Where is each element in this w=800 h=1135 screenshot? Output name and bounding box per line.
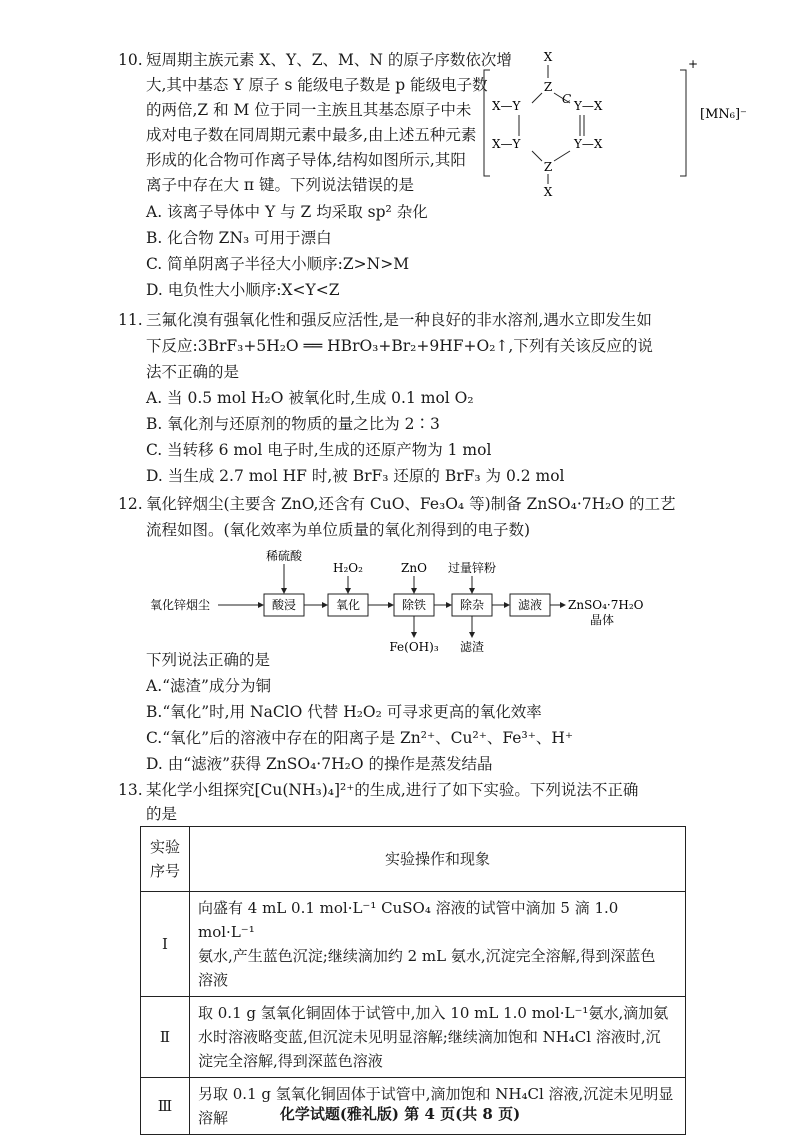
flow-input-3: ZnO <box>401 561 427 575</box>
table-row-content <box>190 997 686 1078</box>
structure-top-x: X <box>543 50 553 64</box>
q10-line-4: 成对电子数在同周期元素中最多,由上述五种元素 <box>146 126 477 144</box>
flow-box-4: 除杂 <box>459 598 485 612</box>
flow-box-2: 氧化 <box>335 598 361 612</box>
cation-structure-diagram <box>480 48 780 198</box>
flow-input-1-bottom: 稀硫酸 <box>265 549 303 563</box>
table-row-line: 溶解 <box>198 1109 229 1127</box>
structure-left-lower: X—Y <box>492 137 521 151</box>
experiment-table <box>140 826 686 1135</box>
q12-option-c: C.“氧化”后的溶液中存在的阳离子是 Zn²⁺、Cu²⁺、Fe³⁺、H⁺ <box>146 729 574 747</box>
table-row-line: 另取 0.1 g 氢氧化铜固体于试管中,滴加饱和 NH₄Cl 溶液,沉淀未见明显 <box>198 1085 674 1103</box>
q12-stem-2: 下列说法正确的是 <box>146 651 271 669</box>
q10-option-c: C. 简单阴离子半径大小顺序:Z>N>M <box>146 255 410 273</box>
structure-right-upper: Y—X <box>574 99 603 113</box>
q10-line-1: 短周期主族元素 X、Y、Z、M、N 的原子序数依次增 <box>146 51 512 69</box>
q11-line-1: 三氟化溴有强氧化性和强反应活性,是一种良好的非水溶剂,遇水立即发生如 <box>146 311 652 329</box>
flow-box-1: 酸浸 <box>271 598 297 612</box>
table-header-id <box>141 827 190 892</box>
q10-line-6: 离子中存在大 π 键。下列说法错误的是 <box>146 176 415 194</box>
q12-number: 12. <box>118 495 143 513</box>
table-row-id: Ⅱ <box>141 997 190 1078</box>
table-row-line: 溶液 <box>198 971 229 989</box>
flow-input-4: 过量锌粉 <box>447 561 497 575</box>
q10-option-d: D. 电负性大小顺序:X<Y<Z <box>146 281 340 299</box>
structure-bottom-x: X <box>543 185 553 198</box>
q13-line-2: 的是 <box>146 805 178 823</box>
structure-z-bottom: Z <box>543 160 553 174</box>
flow-product-2: 晶体 <box>590 613 615 627</box>
flow-start: 氧化锌烟尘 <box>150 598 211 612</box>
q13-number: 13. <box>118 781 143 799</box>
q10-number: 10. <box>118 51 143 69</box>
table-row-id: Ⅲ <box>141 1078 190 1135</box>
q12-option-d: D. 由“滤液”获得 ZnSO₄·7H₂O 的操作是蒸发结晶 <box>146 755 493 773</box>
flow-output-2: 滤渣 <box>459 640 485 654</box>
q12-option-a: A.“滤渣”成分为铜 <box>146 677 271 695</box>
flow-box-5: 滤液 <box>517 598 543 612</box>
table-row-content <box>190 892 686 997</box>
q11-option-a: A. 当 0.5 mol H₂O 被氧化时,生成 0.1 mol O₂ <box>146 389 474 407</box>
flow-input-2: H₂O₂ <box>333 561 363 575</box>
q10-line-2: 大,其中基态 Y 原子 s 能级电子数是 p 能级电子数 <box>146 76 488 94</box>
structure-anion: [MN₆]⁻ <box>700 107 747 122</box>
table-row-line: 氨水,产生蓝色沉淀;继续滴加约 2 mL 氨水,沉淀完全溶解,得到深蓝色 <box>198 947 656 965</box>
q10-line-5: 形成的化合物可作离子导体,结构如图所示,其阳 <box>146 151 466 169</box>
q12-option-b: B.“氧化”时,用 NaClO 代替 H₂O₂ 可寻求更高的氧化效率 <box>146 703 542 721</box>
table-row-line: 向盛有 4 mL 0.1 mol·L⁻¹ CuSO₄ 溶液的试管中滴加 5 滴 1.0 mol·L⁻¹ <box>198 899 619 941</box>
structure-right-lower: Y—X <box>574 137 603 151</box>
q10-line-3: 的两倍,Z 和 M 位于同一主族且其基态原子中未 <box>146 101 472 119</box>
flow-product: ZnSO₄·7H₂O <box>568 598 644 612</box>
table-row <box>141 997 686 1078</box>
table-header-id-line-1: 实验 <box>149 838 180 856</box>
q11-option-b: B. 氧化剂与还原剂的物质的量之比为 2∶3 <box>146 415 440 433</box>
q11-number: 11. <box>118 311 143 329</box>
q11-option-d: D. 当生成 2.7 mol HF 时,被 BrF₃ 还原的 BrF₃ 为 0.2 mol <box>146 467 565 485</box>
table-row-line: 取 0.1 g 氢氧化铜固体于试管中,加入 10 mL 1.0 mol·L⁻¹氨水,滴加氨 <box>198 1004 669 1022</box>
flow-output-1: Fe(OH)₃ <box>389 640 439 654</box>
table-header-row <box>141 827 686 892</box>
q10-option-b: B. 化合物 ZN₃ 可用于漂白 <box>146 229 332 247</box>
q10-option-a: A. 该离子导体中 Y 与 Z 均采取 sp² 杂化 <box>146 203 428 221</box>
structure-z-top: Z <box>543 80 553 94</box>
q13-line-1: 某化学小组探究[Cu(NH₃)₄]²⁺的生成,进行了如下实验。下列说法不正确 <box>146 781 639 799</box>
q11-line-3: 法不正确的是 <box>146 363 240 381</box>
table-row <box>141 892 686 997</box>
page-footer: 化学试题(雅礼版) 第 4 页(共 8 页) <box>279 1105 521 1123</box>
structure-center: C <box>562 92 572 106</box>
q12-line-2: 流程如图。(氧化效率为单位质量的氧化剂得到的电子数) <box>146 521 531 539</box>
q12-line-1: 氧化锌烟尘(主要含 ZnO,还含有 CuO、Fe₃O₄ 等)制备 ZnSO₄·7H₂O 的工艺 <box>146 495 676 513</box>
table-row-id: Ⅰ <box>141 892 190 997</box>
flow-box-3: 除铁 <box>401 598 427 612</box>
q11-line-2: 下反应:3BrF₃+5H₂O ══ HBrO₃+Br₂+9HF+O₂↑,下列有关该反应的说 <box>146 337 653 355</box>
table-header-content: 实验操作和现象 <box>190 827 686 892</box>
table-row-line: 水时溶液略变蓝,但沉淀未见明显溶解;继续滴加饱和 NH₄Cl 溶液时,沉 <box>198 1028 661 1046</box>
table-header-id-line-2: 序号 <box>149 862 180 880</box>
table-row-line: 淀完全溶解,得到深蓝色溶液 <box>198 1052 383 1070</box>
q11-option-c: C. 当转移 6 mol 电子时,生成的还原产物为 1 mol <box>146 441 492 459</box>
structure-charge: + <box>688 57 699 71</box>
structure-left-upper: X—Y <box>492 99 521 113</box>
